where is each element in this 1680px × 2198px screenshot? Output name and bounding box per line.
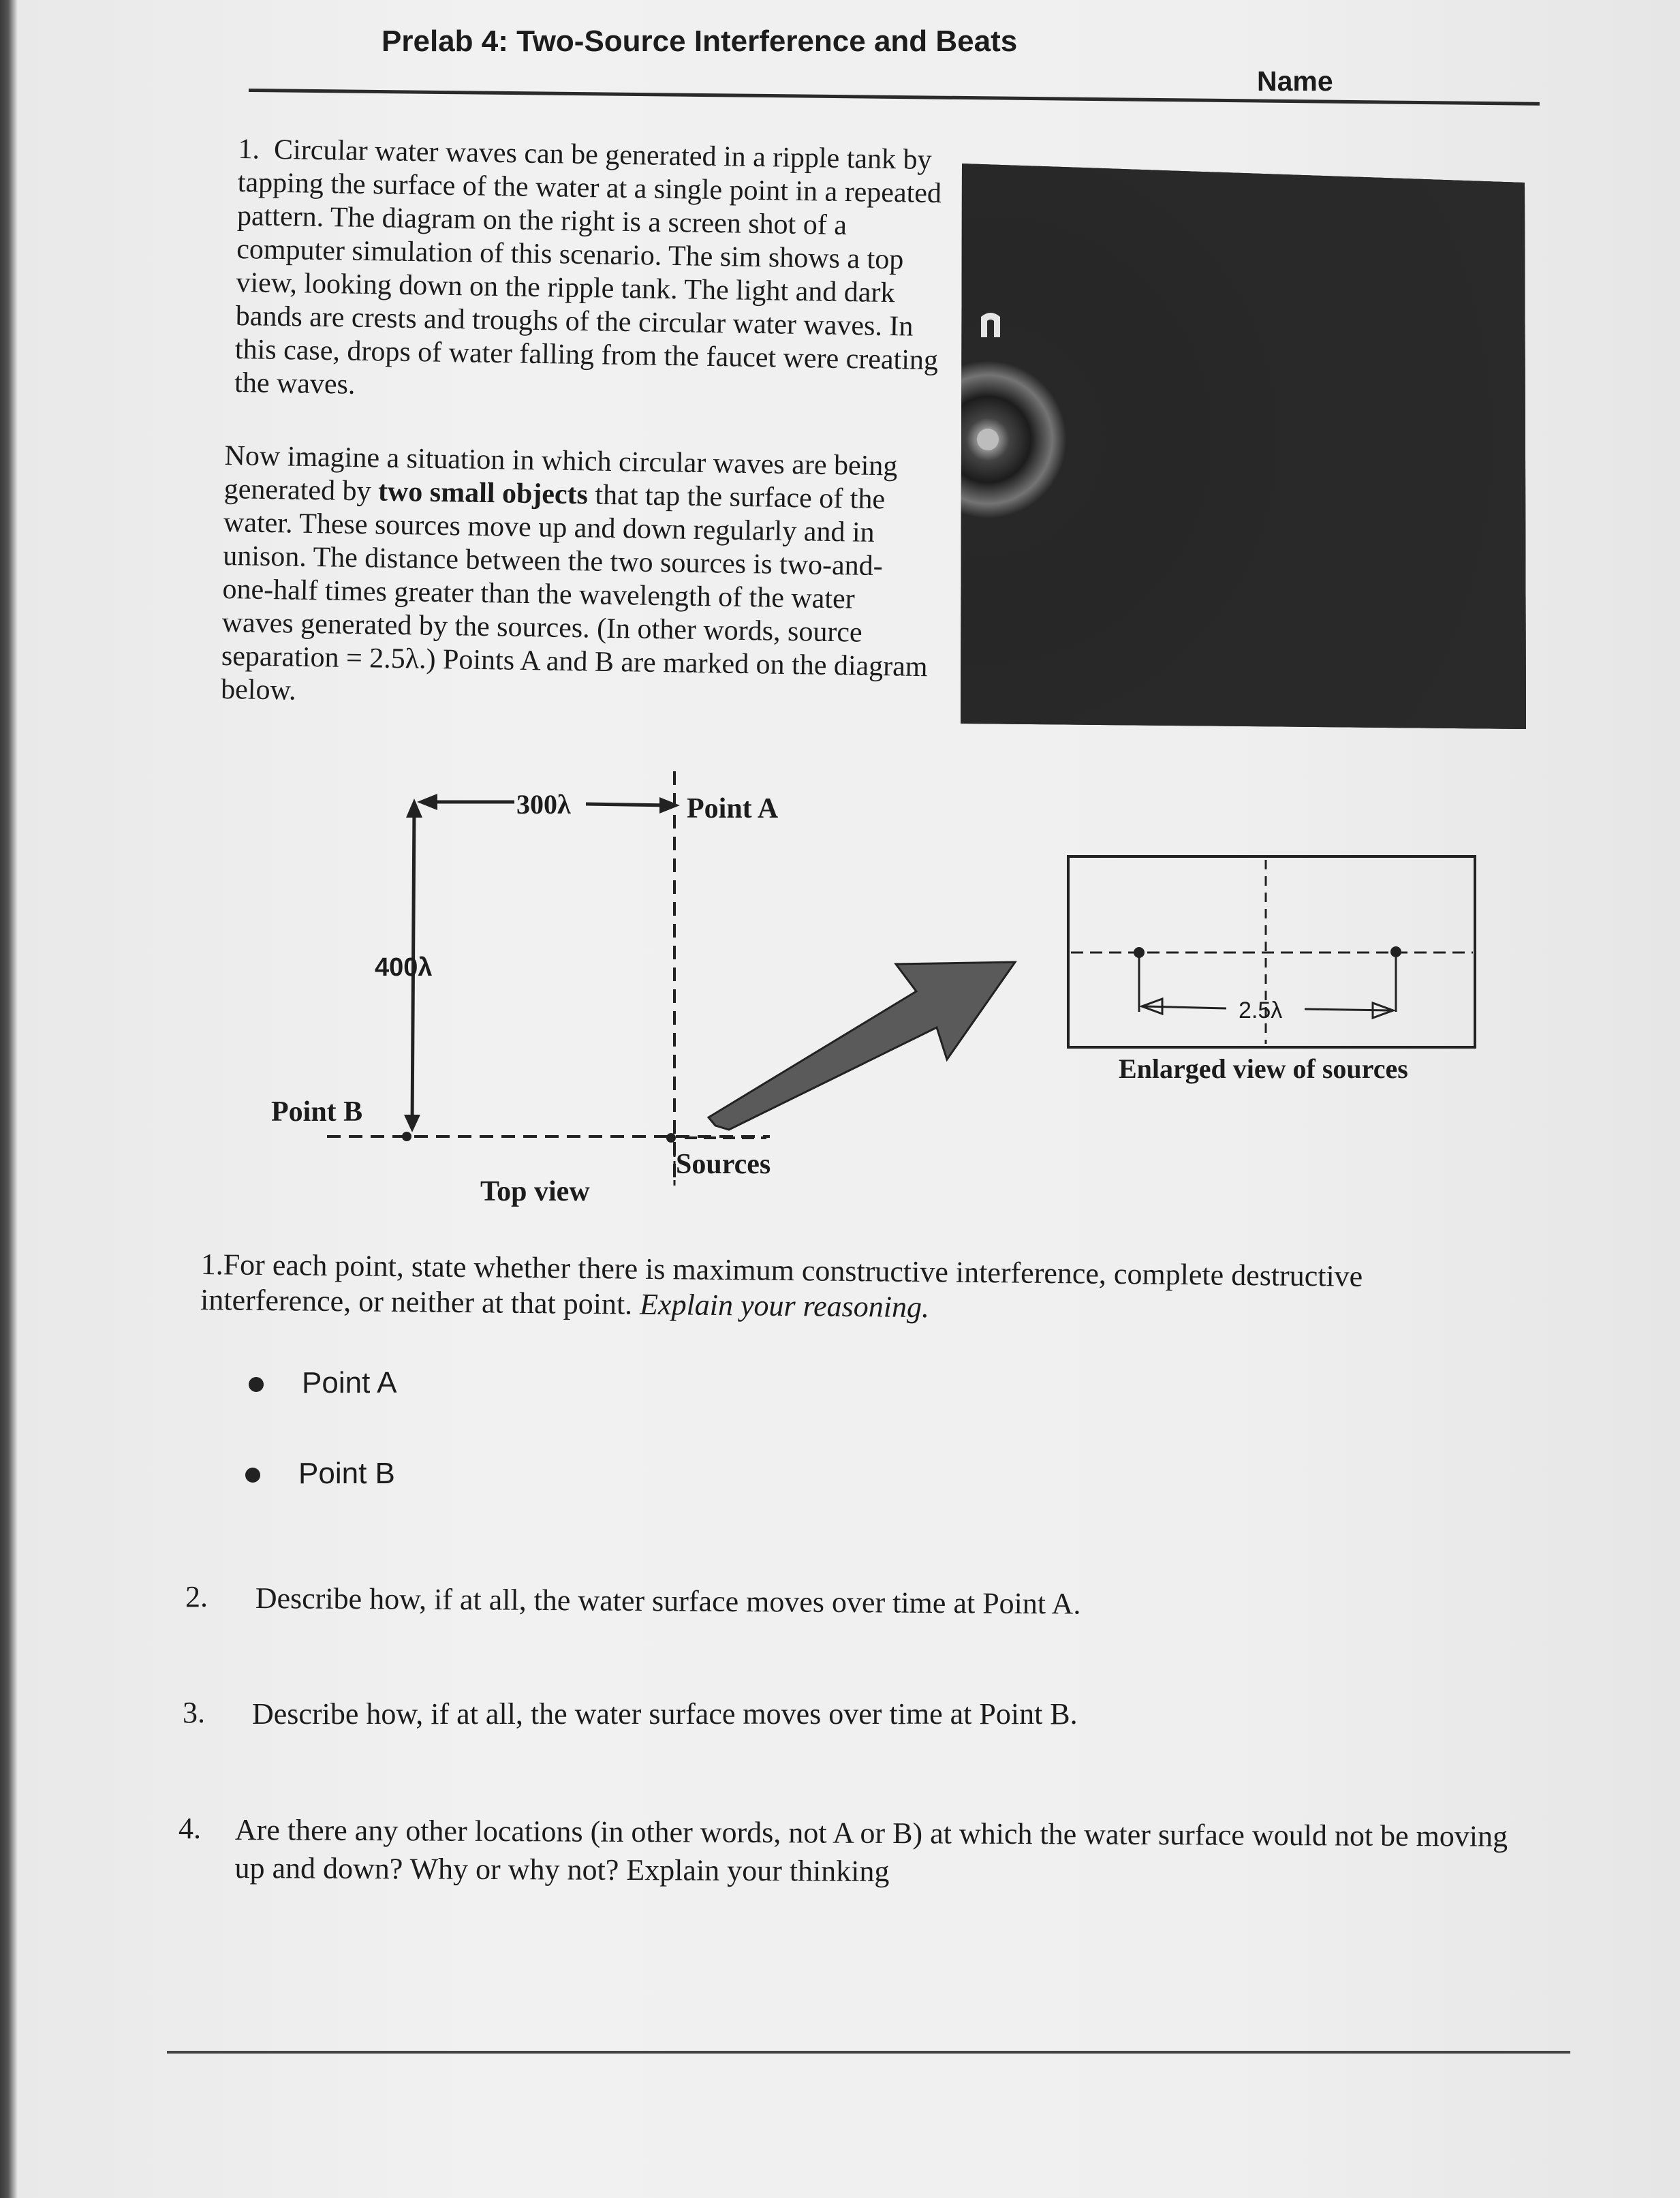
question-3-text: Describe how, if at all, the water surface moves over time at Point B. — [252, 1697, 1078, 1731]
point-b-dot — [402, 1132, 411, 1141]
top-view-label: Top view — [480, 1176, 590, 1207]
question-4-text: Are there any other locations (in other words, not A or B) at which the water surface would not be moving up and down? Why or why not? Explain your thinking — [234, 1813, 1508, 1889]
sources-label: Sources — [676, 1149, 771, 1180]
enlarged-caption: Enlarged view of sources — [1119, 1053, 1408, 1084]
separation-arrow-right — [1305, 1009, 1390, 1010]
label-300: 300λ — [516, 789, 571, 820]
question-4-number: 4. — [178, 1812, 201, 1845]
question-1 — [200, 1247, 1455, 1331]
bullet-point-b-label: Point B — [298, 1457, 395, 1490]
question-2-number: 2. — [185, 1580, 208, 1613]
scenario-text-start: Now imagine a situation in which circular waves are being generated by — [223, 439, 898, 508]
separation-label: 2.5λ — [1239, 997, 1283, 1023]
question-3-number: 3. — [183, 1696, 205, 1729]
question-1-text: 1.For each point, state whether there is maximum constructive interference, complete destructive interference, or neither at that point. — [200, 1248, 1363, 1321]
bottom-rule — [167, 2051, 1570, 2054]
question-1-italic: Explain your reasoning. — [639, 1287, 930, 1325]
separation-arrow-left — [1145, 1006, 1226, 1008]
scenario-text-bold: two small objects — [377, 476, 589, 511]
question-number: 1. — [238, 133, 260, 166]
point-a-label: Point A — [687, 793, 779, 824]
bullet-icon — [245, 1468, 260, 1483]
intro-text: Circular water waves can be generated in a ripple tank by tapping the surface of the water at a single point in a repeated pattern. The diagram on the right is a screen shot of a computer simulation of this scenario. The sim shows a top view, looking down on the ripple tank. The light and dark bands are crests and troughs of the circular water waves. In this case, drops of water falling from the faucet were creating the waves. — [234, 134, 942, 401]
page-title: Prelab 4: Two-Source Interference and Beats — [382, 25, 1018, 58]
bullet-point-b — [245, 1457, 395, 1491]
label-400: 400λ — [375, 953, 433, 982]
bullet-icon — [249, 1377, 264, 1392]
bullet-point-a-label: Point A — [302, 1366, 397, 1399]
enlarge-arrow-icon — [709, 962, 1015, 1130]
arrow-300-head-right — [659, 797, 680, 814]
arrow-400-head-down — [404, 1115, 420, 1132]
arrow-300-line-right — [586, 804, 671, 805]
name-label: Name — [1257, 65, 1333, 97]
point-b-label: Point B — [271, 1096, 363, 1128]
enlarged-source-left — [1134, 947, 1145, 958]
bullet-point-a — [249, 1366, 396, 1400]
question-2-text: Describe how, if at all, the water surface moves over time at Point A. — [255, 1581, 1081, 1621]
enlarged-source-right — [1390, 946, 1401, 957]
scenario-text-end: that tap the surface of the water. These sources move up and down regularly and in unison. The distance between the two sources is two-and-one-half times greater than the wavelength of the water waves generated by the sources. (In other words, source separation = 2.5λ.) Points A and B are marked on the diagram below. — [220, 479, 928, 707]
sources-dot — [666, 1133, 676, 1143]
arrow-300-head-left — [417, 794, 437, 810]
